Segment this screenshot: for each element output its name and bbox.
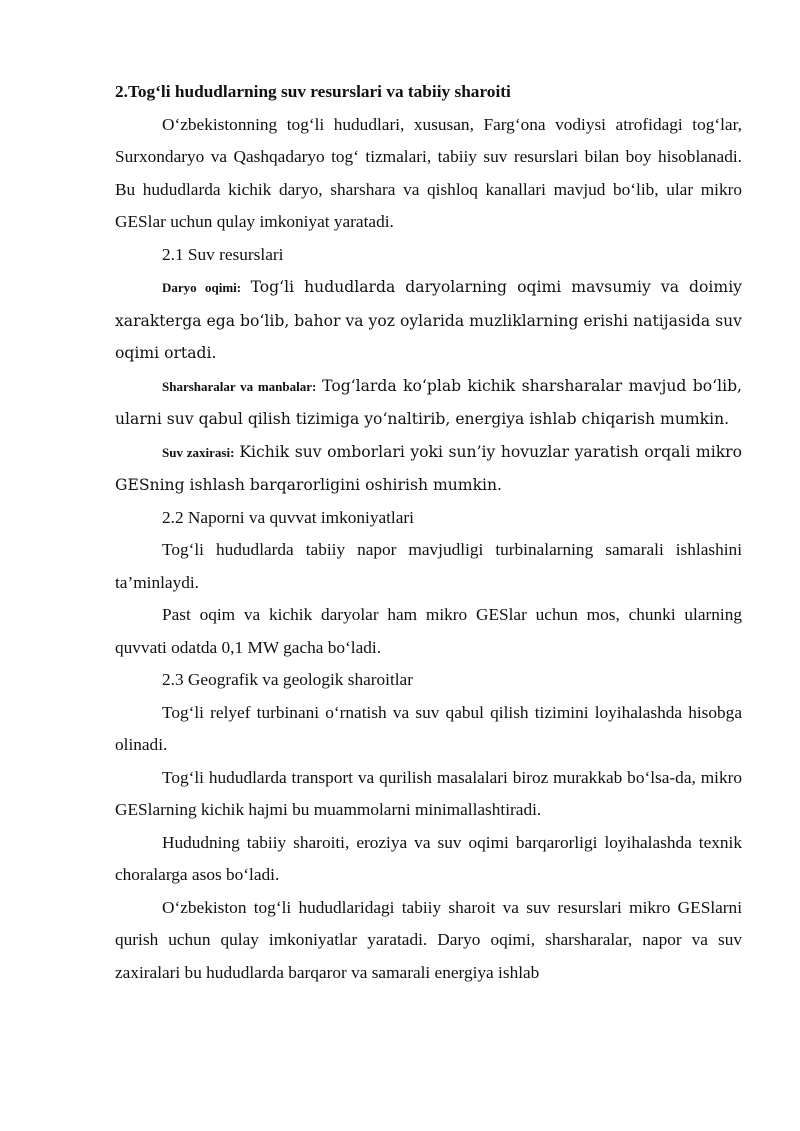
body-paragraph: Tog‘li hududlarda tabiiy napor mavjudligi turbinalarning samarali ishlashini ta’minlaydi. (115, 540, 742, 592)
term-text: Kichik suv omborlari yoki sun’iy hovuzlar yaratish orqali mikro GESning ishlash barqarorligini oshirish mumkin. (115, 442, 742, 494)
term-label: Sharsharalar va manbalar: (162, 378, 317, 394)
subsection-title-2-1: 2.1 Suv resurslari (162, 244, 284, 264)
body-paragraph: O‘zbekiston tog‘li hududlaridagi tabiiy sharoit va suv resurslari mikro GESlarni qurish uchun qulay imkoniyatlar yaratadi. Daryo oqimi, sharsharalar, napor va suv zaxiralari bu hududlarda barqaror va samarali energiya ishlab (115, 897, 742, 982)
body-paragraph: Past oqim va kichik daryolar ham mikro GESlar uchun mos, chunki ularning quvvati odatda 0,1 MW gacha bo‘ladi. (115, 605, 742, 657)
term-paragraph (115, 271, 742, 370)
subsection-title-2-2: 2.2 Naporni va quvvat imkoniyatlari (162, 507, 414, 527)
term-paragraph (115, 436, 742, 502)
body-paragraph: Hududning tabiiy sharoiti, eroziya va suv oqimi barqarorligi loyihalashda texnik choralarga asos bo‘ladi. (115, 832, 742, 884)
document-page (115, 76, 742, 989)
subsection-title-2-3: 2.3 Geografik va geologik sharoitlar (162, 670, 413, 689)
term-paragraph (115, 370, 742, 436)
term-label: Suv zaxirasi: (162, 444, 235, 460)
term-text: Tog‘li hududlarda daryolarning oqimi mavsumiy va doimiy xarakterga ega bo‘lib, bahor va yoz oylarida muzliklarning erishi natijasida suv oqimi ortadi. (115, 278, 742, 362)
term-text: Tog‘larda ko‘plab kichik sharsharalar mavjud bo‘lib, ularni suv qabul qilish tizimiga yo‘naltirib, energiya ishlab chiqarish mumkin. (115, 376, 743, 428)
body-paragraph: Tog‘li hududlarda transport va qurilish masalalari biroz murakkab bo‘lsa-da, mikro GESlarning kichik hajmi bu muammolarni minimallashtiradi. (115, 767, 742, 819)
intro-paragraph: O‘zbekistonning tog‘li hududlari, xususan, Farg‘ona vodiysi atrofidagi tog‘lar, Surxondaryo va Qashqadaryo tog‘ tizmalari, tabiiy suv resurslari bilan boy hisoblanadi. Bu hududlarda kichik daryo, sharshara va qishloq kanallari mavjud bo‘lib, ular mikro GESlar uchun qulay imkoniyat yaratadi. (115, 114, 742, 231)
body-paragraph: Tog‘li relyef turbinani o‘rnatish va suv qabul qilish tizimini loyihalashda hisobga olinadi. (115, 702, 742, 754)
section-heading: 2.Tog‘li hududlarning suv resurslari va tabiiy sharoiti (115, 82, 511, 101)
term-label: Daryo oqimi: (162, 280, 242, 295)
